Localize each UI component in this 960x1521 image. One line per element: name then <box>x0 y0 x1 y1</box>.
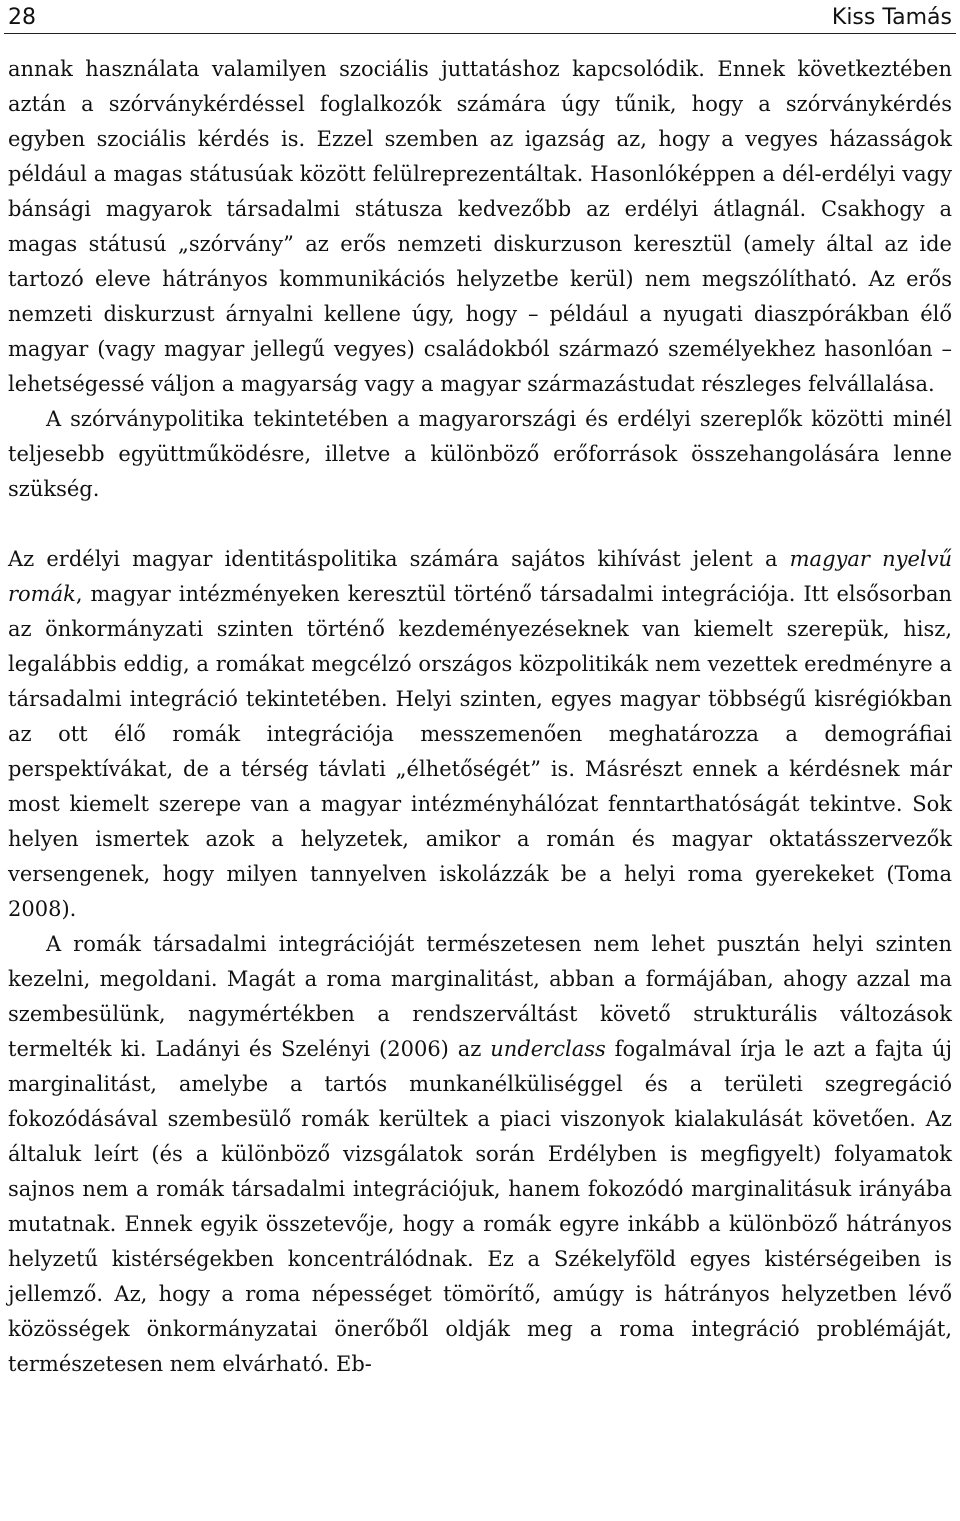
paragraph-3-text-start: Az erdélyi magyar identitáspolitika számára sajátos kihívást jelent a <box>8 547 790 571</box>
paragraph-2: A szórványpolitika tekintetében a magyarországi és erdélyi szereplők közötti minél teljesebb együttműködésre, illetve a különböző erőforrások összehangolására lenne szükség. <box>8 407 952 501</box>
paragraph-1: annak használata valamilyen szociális juttatáshoz kapcsolódik. Ennek következtében aztán a szórványkérdéssel foglalkozók számára úgy tűnik, hogy a szórványkérdés egyben szociális kérdés is. Ezzel szemben az igazság az, hogy a vegyes házasságok például a magas státusúak között felülreprezentáltak. Hasonlóképpen a dél-erdélyi vagy bánsági magyarok társadalmi státusza kedvezőbb az erdélyi átlagnál. Csakhogy a magas státusú „szórvány” az erős nemzeti diskurzuson keresztül (amely által az ide tartozó eleve hátrányos kommunikációs helyzetbe kerül) nem megszólítható. Az erős nemzeti diskurzust árnyalni kellene úgy, hogy – például a nyugati diaszpórákban élő magyar (vagy magyar jellegű vegyes) családokból származó személyekhez hasonlóan – lehetségessé váljon a magyarság vagy a magyar származástudat részleges felvállalása. <box>8 57 952 396</box>
paragraph-3 <box>8 542 952 927</box>
body-text <box>8 52 952 1382</box>
paragraph-3-text-end: , magyar intézményeken keresztül történő társadalmi integrációja. Itt elsősorban az önkormányzati szinten történő kezdeményezéseknek van kiemelt szerepük, hisz, legalábbis eddig, a romákat megcélzó országos közpolitikák nem vezettek eredményre a társadalmi integráció tekintetében. Helyi szinten, egyes magyar többségű kisrégiókban az ott élő romák integrációja messzemenően meghatározza a demográfiai perspektívákat, de a térség távlati „élhetőségét” is. Másrészt ennek a kérdésnek már most kiemelt szerepe van a magyar intézményhálózat fenntarthatóságát tekintve. Sok helyen ismertek azok a helyzetek, amikor a román és magyar oktatásszervezők versengenek, hogy milyen tannyelven iskolázzák be a helyi roma gyerekeket (Toma 2008). <box>8 582 952 921</box>
paragraph-3-italic-term: magyar nyelvű romák <box>8 547 952 606</box>
paragraph-4-text-start: A romák társadalmi integrációját természetesen nem lehet pusztán helyi szinten kezelni, megoldani. Magát a roma marginalitást, abban a formájában, ahogy azzal ma szembesülünk, nagymértékben a rendszerváltást követő strukturális változások termelték ki. Ladányi és Szelényi (2006) az <box>8 932 952 1061</box>
paragraph-4-text-end: fogalmával írja le azt a fajta új marginalitást, amelybe a tartós munkanélküliséggel és a területi szegregáció fokozódásával szembesülő romák kerültek a piaci viszonyok kialakulását követően. Az általuk leírt (és a különböző vizsgálatok során Erdélyben is megfigyelt) folyamatok sajnos nem a romák társadalmi integrációjuk, hanem fokozódó marginalitásuk irányába mutatnak. Ennek egyik összetevője, hogy a romák egyre inkább a különböző hátrányos helyzetű kistérségekben koncentrálódnak. Ez a Székelyföld egyes kistérségeiben is jellemző. Az, hogy a roma népességet tömörítő, amúgy is hátrányos helyzetben lévő közösségek önkormányzatai önerőből oldják meg a roma integráció problémáját, természetesen nem elvárható. Eb- <box>8 1037 952 1376</box>
paragraph-4 <box>8 927 952 1382</box>
page-number: 28 <box>8 5 36 30</box>
running-header <box>8 2 952 30</box>
header-rule <box>4 33 956 34</box>
running-header-author: Kiss Tamás <box>831 5 952 30</box>
paragraph-4-italic-term: underclass <box>490 1037 606 1061</box>
